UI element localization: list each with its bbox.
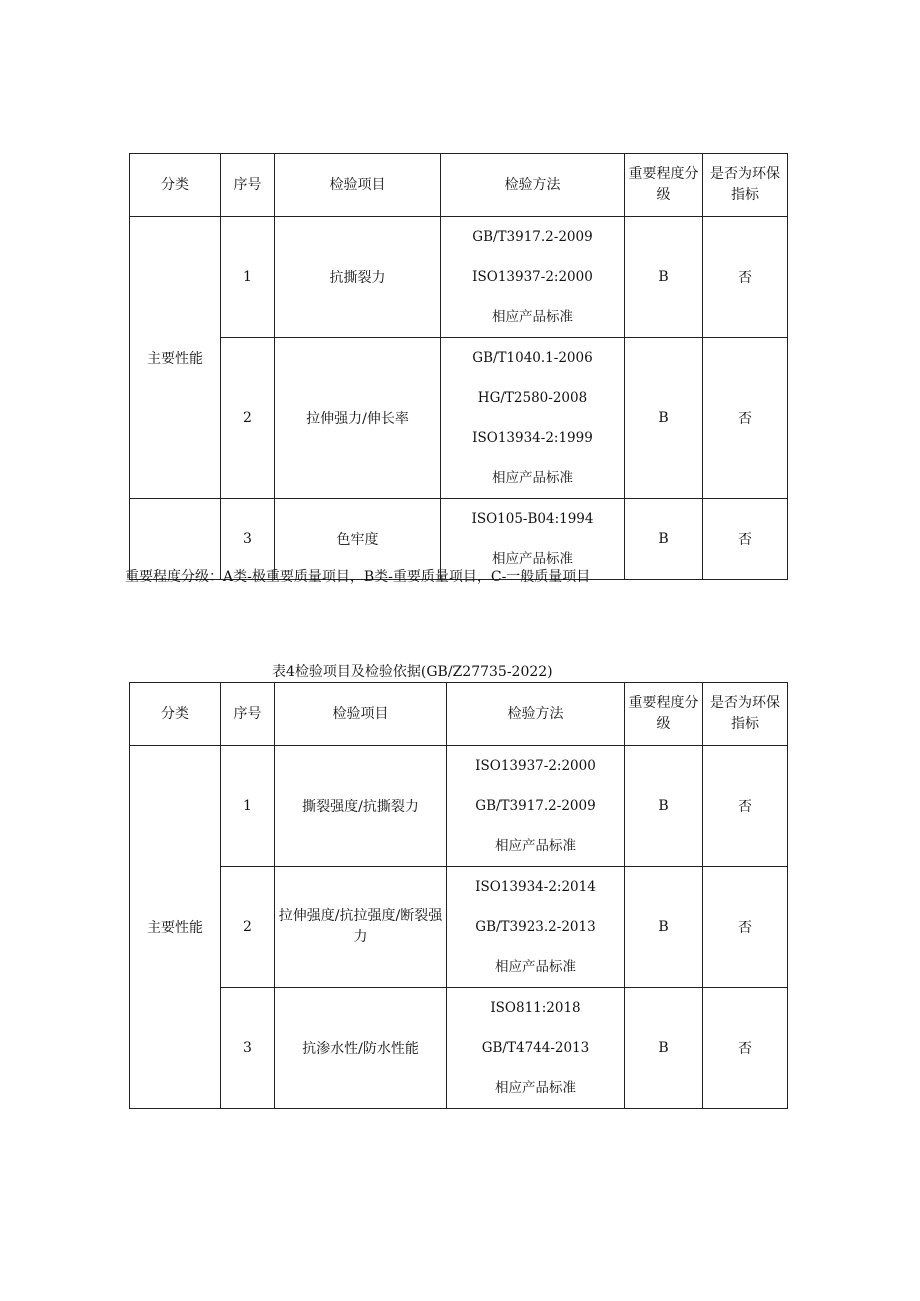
- method-line: 相应产品标准: [492, 551, 573, 567]
- method-line: GB/T1040.1-2006: [472, 350, 593, 366]
- method-line: 相应产品标准: [495, 838, 576, 854]
- table-row: [130, 746, 788, 867]
- header-category: 分类: [130, 683, 221, 746]
- header-eco: 是否为环保指标: [703, 154, 788, 217]
- method-line: ISO13934-2:1999: [472, 430, 593, 446]
- header-category: 分类: [130, 154, 221, 217]
- grade-cell: B: [625, 867, 703, 988]
- table-row: [130, 867, 788, 988]
- grade-cell: B: [625, 988, 703, 1109]
- seq-cell: 3: [221, 499, 275, 580]
- grade-cell: B: [625, 499, 703, 580]
- header-seq: 序号: [221, 683, 275, 746]
- grade-cell: B: [625, 217, 703, 338]
- category-cell: 主要性能: [130, 217, 221, 499]
- header-method: 检验方法: [441, 154, 625, 217]
- grade-note: 重要程度分级：A类-极重要质量项目，B类-重要质量项目，C-一般质量项目: [125, 569, 591, 585]
- header-grade: 重要程度分级: [625, 683, 703, 746]
- inspection-table-2: [129, 682, 788, 1109]
- seq-cell: 1: [221, 217, 275, 338]
- item-cell: 撕裂强度/抗撕裂力: [275, 746, 447, 867]
- method-line: HG/T2580-2008: [477, 390, 588, 406]
- method-line: ISO811:2018: [490, 1000, 581, 1016]
- method-line: GB/T4744-2013: [481, 1040, 590, 1056]
- method-line: 相应产品标准: [495, 1080, 576, 1096]
- eco-cell: 否: [703, 988, 788, 1109]
- item-cell: 抗撕裂力: [275, 217, 441, 338]
- seq-cell: 2: [221, 338, 275, 499]
- method-line: GB/T3917.2-2009: [472, 229, 593, 245]
- item-cell: 拉伸强度/抗拉强度/断裂强力: [275, 867, 447, 988]
- method-line: 相应产品标准: [495, 959, 576, 975]
- method-cell: [447, 867, 625, 988]
- eco-cell: 否: [703, 867, 788, 988]
- grade-cell: B: [625, 746, 703, 867]
- seq-cell: 3: [221, 988, 275, 1109]
- method-line: 相应产品标准: [492, 309, 573, 325]
- method-line: ISO13937-2:2000: [472, 269, 593, 285]
- table-caption: 表4检验项目及检验依据(GB/Z27735-2022): [272, 664, 553, 680]
- eco-cell: 否: [703, 338, 788, 499]
- method-line: ISO105-B04:1994: [471, 511, 594, 527]
- item-cell: 色牢度: [275, 499, 441, 580]
- method-line: ISO13937-2:2000: [475, 758, 596, 774]
- method-line: GB/T3917.2-2009: [475, 798, 596, 814]
- method-cell: [447, 746, 625, 867]
- table-row: [130, 338, 788, 499]
- item-cell: 拉伸强力/伸长率: [275, 338, 441, 499]
- table-row: [130, 988, 788, 1109]
- method-cell: [441, 338, 625, 499]
- method-line: 相应产品标准: [492, 470, 573, 486]
- eco-cell: 否: [703, 217, 788, 338]
- inspection-table-1: [129, 153, 788, 580]
- table-header-row: [130, 154, 788, 217]
- header-seq: 序号: [221, 154, 275, 217]
- eco-cell: 否: [703, 499, 788, 580]
- method-cell: [441, 217, 625, 338]
- header-grade: 重要程度分级: [625, 154, 703, 217]
- table-header-row: [130, 683, 788, 746]
- header-eco: 是否为环保指标: [703, 683, 788, 746]
- header-item: 检验项目: [275, 683, 447, 746]
- method-cell: [447, 988, 625, 1109]
- header-method: 检验方法: [447, 683, 625, 746]
- method-line: ISO13934-2:2014: [475, 879, 596, 895]
- header-item: 检验项目: [275, 154, 441, 217]
- table-row: [130, 217, 788, 338]
- seq-cell: 2: [221, 867, 275, 988]
- item-cell: 抗渗水性/防水性能: [275, 988, 447, 1109]
- grade-cell: B: [625, 338, 703, 499]
- eco-cell: 否: [703, 746, 788, 867]
- method-line: GB/T3923.2-2013: [475, 919, 596, 935]
- seq-cell: 1: [221, 746, 275, 867]
- category-cell: 主要性能: [130, 746, 221, 1109]
